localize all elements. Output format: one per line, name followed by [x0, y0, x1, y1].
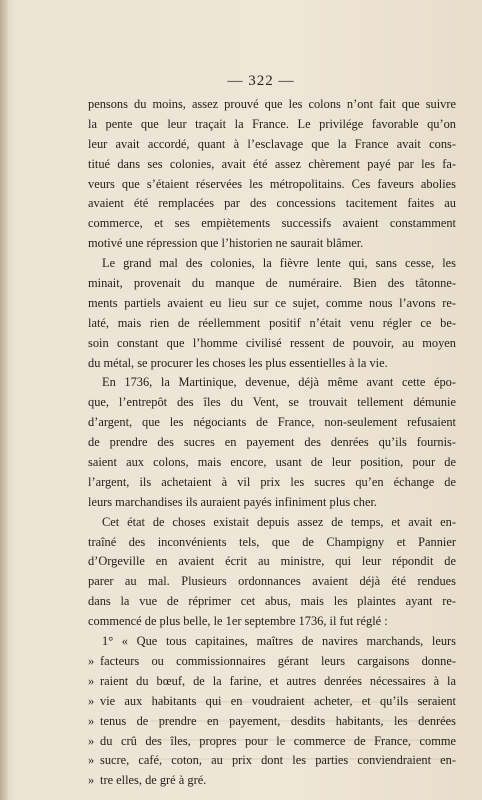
text-line: En 1736, la Martinique, devenue, déjà même avant cette épo- — [102, 375, 456, 390]
text-line: d’argent, que les négociants de France, non-seulement refusaient — [88, 415, 456, 430]
page-body-text — [88, 95, 456, 791]
paragraph — [88, 513, 456, 632]
text-line: la pente que leur traçait la France. Le privilége favorable qu’on — [88, 116, 456, 131]
quote-line — [88, 672, 456, 692]
paragraph — [88, 373, 456, 512]
page-spine-shadow — [0, 0, 8, 800]
quote-line — [88, 771, 456, 791]
quote-line — [88, 732, 456, 752]
text-line: l’argent, ils achetaient à vil prix les sucres qu’en échange de — [88, 474, 456, 489]
quote-mark: » — [88, 733, 95, 748]
text-line: saient aux colons, mais encore, usant de leur position, pour de — [88, 455, 456, 470]
text-line: leur avait accordé, quant à l’esclavage que la France avait cons- — [88, 136, 456, 151]
quote-mark: » — [88, 693, 95, 708]
page-header — [0, 70, 482, 90]
text-line: de prendre des sucres en payement des denrées qu’ils fournis- — [88, 435, 456, 450]
quote-mark: » — [88, 673, 95, 688]
text-line: parer au mal. Plusieurs ordonnances avaient déjà été rendues — [88, 574, 456, 589]
text-line: avaient été remplacées par des concessions tacitement faites au — [88, 196, 456, 211]
text-line: motivé une répression que l’historien ne saurait blâmer. — [88, 236, 364, 251]
quote-line — [88, 751, 456, 771]
text-line: ments partiels avaient eu lieu sur ce sujet, comme nous l’avons re- — [88, 295, 456, 310]
text-line: Cet état de choses existait depuis assez de temps, et avait en- — [102, 514, 456, 529]
text-line: soin constant que l’homme civilisé ressent de pouvoir, au moyen — [88, 335, 456, 350]
text-line: veurs que s’étaient réservées les métropolitains. Ces faveurs abolies — [88, 176, 456, 191]
quote-mark: » — [88, 713, 95, 728]
text-line: commerce, et ses empiètements successifs avaient constamment — [88, 216, 456, 231]
quotation — [88, 632, 456, 791]
text-line: traîné des inconvénients tels, que de Champigny et Pannier — [88, 534, 456, 549]
text-line: d’Orgeville en avaient écrit au ministre, qui leur répondit de — [88, 554, 456, 569]
quote-first-line: 1° « Que tous capitaines, maîtres de navires marchands, leurs — [102, 634, 456, 649]
quote-text: facteurs ou commissionnaires gérant leurs cargaisons donne- — [100, 653, 456, 668]
quote-line — [88, 652, 456, 672]
page-number: — 322 — — [227, 73, 295, 89]
quote-text: sucre, café, coton, au prix dont les parties conviendraient en- — [100, 753, 456, 768]
quote-text: vie aux habitants qui en voudraient acheter, et qu’ils seraient — [100, 693, 456, 708]
paragraph — [88, 95, 456, 254]
quote-mark: » — [88, 773, 95, 788]
text-line: laté, mais rien de réellemment positif n’était venu régler ce be- — [88, 315, 456, 330]
text-line: pensons du moins, assez prouvé que les colons n’ont fait que suivre — [88, 97, 456, 111]
text-line: que, l’entrepôt des îles du Vent, se trouvait tellement démunie — [88, 395, 456, 410]
quote-text: tenus de prendre en payement, desdits habitants, les denrées — [100, 713, 456, 728]
text-line: du métal, se procurer les choses les plus essentielles à la vie. — [88, 355, 388, 370]
quote-text: raient du bœuf, de la farine, et autres denrées nécessaires à la — [100, 673, 456, 688]
quote-text: tre elles, de gré à gré. — [100, 773, 207, 788]
text-line: commencé de plus belle, le 1er septembre 1736, il fut réglé : — [88, 614, 388, 629]
text-line: minait, provenait du manque de numéraire. Bien des tâtonne- — [88, 276, 456, 291]
quote-mark: » — [88, 753, 95, 768]
text-line: Le grand mal des colonies, la fièvre lente qui, sans cesse, les — [102, 256, 456, 271]
quote-line — [88, 692, 456, 712]
text-line: titué dans ses colonies, avait été assez chèrement payé par les fa- — [88, 156, 456, 171]
quote-mark: » — [88, 653, 95, 668]
text-line: leurs marchandises ils auraient payés infiniment plus cher. — [88, 494, 378, 509]
quote-line — [88, 712, 456, 732]
text-line: dans la vue de réprimer cet abus, mais les plaintes ayant re- — [88, 594, 456, 609]
paragraph — [88, 254, 456, 373]
quote-text: du crû des îles, propres pour le commerce de France, comme — [100, 733, 456, 748]
